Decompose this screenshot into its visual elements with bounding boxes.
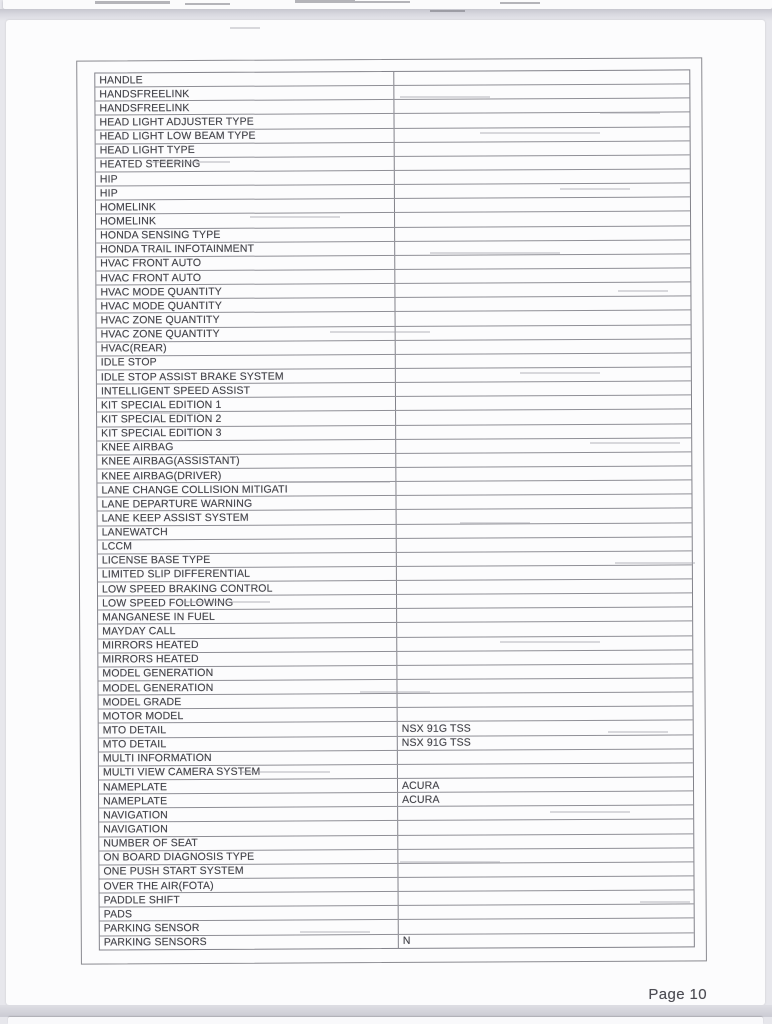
feature-value-cell	[396, 424, 691, 439]
sheet-content	[6, 18, 770, 1007]
feature-name-cell: OVER THE AIR(FOTA)	[99, 878, 398, 893]
feature-name-cell: ON BOARD DIAGNOSIS TYPE	[99, 850, 398, 865]
feature-value-cell	[398, 848, 693, 863]
next-page-edge	[8, 1017, 763, 1024]
feature-value-cell	[396, 452, 691, 467]
feature-name-cell: HEATED STEERING	[96, 157, 395, 172]
feature-name-cell: HVAC FRONT AUTO	[96, 256, 395, 271]
feature-value-cell: NSX 91G TSS	[401, 722, 471, 735]
feature-value-cell	[394, 85, 689, 100]
vehicle-spec-table	[94, 69, 695, 950]
feature-name-cell: INTELLIGENT SPEED ASSIST	[97, 383, 396, 398]
page-number-label: Page 10	[648, 986, 707, 1003]
feature-value-cell	[395, 268, 690, 283]
feature-name-cell: HIP	[96, 171, 395, 186]
feature-name-cell: HVAC MODE QUANTITY	[96, 298, 395, 313]
feature-value-cell	[395, 184, 690, 199]
feature-value-cell	[395, 226, 690, 241]
feature-name-cell: ONE PUSH START SYSTEM	[99, 864, 398, 879]
feature-value-cell	[397, 537, 692, 552]
feature-value-cell	[394, 99, 689, 114]
feature-name-cell: HONDA SENSING TYPE	[96, 227, 395, 242]
feature-name-cell: KNEE AIRBAG(ASSISTANT)	[97, 454, 396, 469]
feature-value-cell	[395, 127, 690, 142]
feature-value-cell	[398, 806, 693, 821]
feature-name-cell: HEAD LIGHT ADJUSTER TYPE	[95, 114, 394, 129]
feature-value-cell: ACURA	[402, 793, 440, 806]
feature-value-cell	[396, 381, 691, 396]
feature-value-cell	[397, 594, 692, 609]
feature-name-cell: HOMELINK	[96, 213, 395, 228]
feature-value-cell	[397, 650, 692, 665]
feature-value-cell	[399, 891, 694, 906]
feature-name-cell: LICENSE BASE TYPE	[98, 553, 397, 568]
feature-name-cell: IDLE STOP	[97, 355, 396, 370]
previous-page-edge	[3, 0, 772, 9]
feature-name-cell: LANEWATCH	[98, 524, 397, 539]
feature-name-cell: MULTI VIEW CAMERA SYSTEM	[99, 765, 398, 780]
feature-value-cell	[398, 862, 693, 877]
feature-name-cell: PADDLE SHIFT	[100, 892, 399, 907]
feature-name-cell: NAVIGATION	[99, 821, 398, 836]
feature-name-cell: HANDSFREELINK	[95, 86, 394, 101]
feature-name-cell: PARKING SENSOR	[100, 920, 399, 935]
feature-value-cell	[396, 466, 691, 481]
feature-value-cell	[397, 523, 692, 538]
feature-name-cell: KIT SPECIAL EDITION 3	[97, 425, 396, 440]
feature-name-cell: HEAD LIGHT LOW BEAM TYPE	[96, 129, 395, 144]
feature-name-cell: MOTOR MODEL	[99, 708, 398, 723]
feature-name-cell: IDLE STOP ASSIST BRAKE SYSTEM	[97, 369, 396, 384]
feature-name-cell: NAVIGATION	[99, 807, 398, 822]
feature-value-cell	[395, 212, 690, 227]
feature-value-cell	[397, 622, 692, 637]
feature-name-cell: KIT SPECIAL EDITION 1	[97, 397, 396, 412]
feature-name-cell: MODEL GENERATION	[98, 666, 397, 681]
feature-value-cell	[396, 325, 691, 340]
feature-value-cell	[395, 254, 690, 269]
feature-value-cell	[398, 707, 693, 722]
feature-value-cell	[396, 410, 691, 425]
feature-value-cell	[399, 905, 694, 920]
feature-name-cell: MODEL GENERATION	[98, 680, 397, 695]
feature-value-cell	[394, 70, 689, 85]
feature-value-cell	[399, 919, 694, 934]
feature-name-cell: HVAC ZONE QUANTITY	[97, 326, 396, 341]
feature-name-cell: LCCM	[98, 539, 397, 554]
feature-value-cell	[395, 240, 690, 255]
feature-name-cell: LIMITED SLIP DIFFERENTIAL	[98, 567, 397, 582]
feature-value-cell	[397, 551, 692, 566]
feature-value-cell	[396, 311, 691, 326]
feature-name-cell: MAYDAY CALL	[98, 623, 397, 638]
feature-name-cell: MIRRORS HEATED	[98, 652, 397, 667]
page-gutter-bottom	[0, 1005, 772, 1017]
feature-name-cell: HVAC(REAR)	[97, 341, 396, 356]
feature-name-cell: HVAC FRONT AUTO	[96, 270, 395, 285]
feature-name-cell: LOW SPEED FOLLOWING	[98, 595, 397, 610]
feature-name-cell: NUMBER OF SEAT	[99, 836, 398, 851]
feature-name-cell: MTO DETAIL	[99, 737, 398, 752]
feature-value-cell	[395, 198, 690, 213]
feature-name-cell: LANE CHANGE COLLISION MITIGATI	[97, 482, 396, 497]
feature-value-cell	[397, 565, 692, 580]
feature-value-cell: N	[402, 935, 411, 948]
feature-value-cell	[397, 608, 692, 623]
feature-value-cell	[397, 579, 692, 594]
feature-name-cell: HIP	[96, 185, 395, 200]
feature-value-cell	[396, 495, 691, 510]
feature-name-cell: LOW SPEED BRAKING CONTROL	[98, 581, 397, 596]
feature-name-cell: PADS	[100, 906, 399, 921]
feature-value-cell	[398, 876, 693, 891]
feature-name-cell: HONDA TRAIL INFOTAINMENT	[96, 242, 395, 257]
feature-value-cell: NSX 91G TSS	[401, 736, 471, 750]
feature-name-cell: MIRRORS HEATED	[98, 638, 397, 653]
feature-name-cell: HANDLE	[95, 72, 394, 87]
feature-value-cell	[397, 636, 692, 651]
feature-name-cell: KNEE AIRBAG	[97, 440, 396, 455]
feature-name-cell: HANDSFREELINK	[95, 100, 394, 115]
feature-value-cell	[395, 283, 690, 298]
feature-name-cell: LANE KEEP ASSIST SYSTEM	[98, 510, 397, 525]
feature-name-cell: HOMELINK	[96, 199, 395, 214]
feature-name-cell: LANE DEPARTURE WARNING	[97, 496, 396, 511]
feature-value-cell	[396, 480, 691, 495]
feature-value-cell	[394, 113, 689, 128]
feature-value-cell: ACURA	[401, 779, 440, 792]
feature-value-cell	[396, 438, 691, 453]
feature-value-cell	[398, 693, 693, 708]
feature-value-cell	[396, 353, 691, 368]
feature-name-cell: HVAC MODE QUANTITY	[96, 284, 395, 299]
feature-value-cell	[396, 339, 691, 354]
feature-name-cell: NAMEPLATE	[99, 779, 398, 794]
feature-name-cell: HVAC ZONE QUANTITY	[97, 312, 396, 327]
feature-value-cell	[397, 664, 692, 679]
feature-name-cell: PARKING SENSORS	[100, 935, 399, 950]
feature-name-cell: KNEE AIRBAG(DRIVER)	[97, 468, 396, 483]
feature-value-cell	[396, 367, 691, 382]
feature-value-cell	[395, 297, 690, 312]
feature-value-cell	[396, 396, 691, 411]
feature-name-cell: NAMEPLATE	[99, 793, 398, 808]
feature-name-cell: KIT SPECIAL EDITION 2	[97, 411, 396, 426]
feature-name-cell: MULTI INFORMATION	[99, 751, 398, 766]
feature-value-cell	[398, 749, 693, 764]
table-row	[100, 933, 694, 949]
feature-value-cell	[398, 763, 693, 778]
feature-value-cell	[397, 678, 692, 693]
feature-value-cell	[398, 834, 693, 849]
feature-name-cell: MTO DETAIL	[99, 722, 398, 737]
document-page	[6, 20, 765, 1005]
feature-value-cell	[397, 509, 692, 524]
feature-name-cell: MODEL GRADE	[99, 694, 398, 709]
feature-value-cell	[398, 820, 693, 835]
feature-name-cell: HEAD LIGHT TYPE	[96, 143, 395, 158]
feature-name-cell: MANGANESE IN FUEL	[98, 609, 397, 624]
feature-value-cell	[395, 155, 690, 170]
feature-value-cell	[395, 169, 690, 184]
feature-value-cell	[395, 141, 690, 156]
